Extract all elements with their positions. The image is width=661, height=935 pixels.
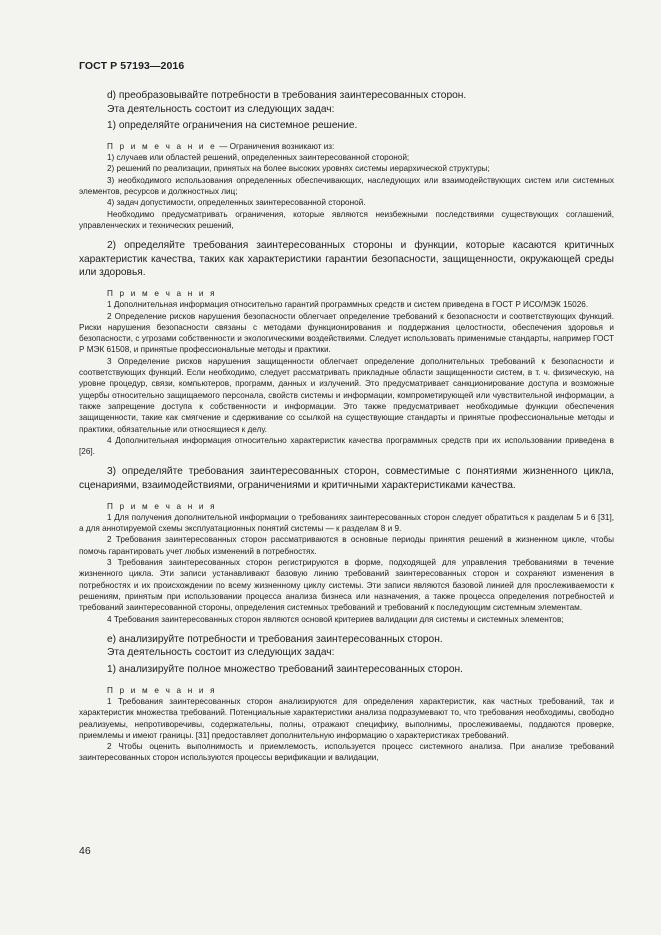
note-item: 4 Дополнительная информация относительно характеристик качества программных средств при их использовании приведена в [26].	[79, 435, 614, 457]
note-item: 1 Для получения дополнительной информации о требованиях заинтересованных сторон следует обратиться к разделам 5 и 6 [31], а для аннотируемой схемы эксплуатационных понятий системы — к разделам 8 и 9.	[79, 512, 614, 534]
note-title: П р и м е ч а н и е	[107, 141, 217, 151]
paragraph: 1) анализируйте полное множество требований заинтересованных сторон.	[107, 664, 463, 676]
notes-title: П р и м е ч а н и я	[107, 685, 217, 695]
paragraph: Эта деятельность состоит из следующих задач:	[107, 647, 335, 659]
note-item: 2 Чтобы оценить выполнимость и приемлемость, используется процесс системного анализа. При анализе требований заинтересованных сторон используются процессы верификации и валидации,	[79, 742, 614, 763]
note-item: 2 Определение рисков нарушения безопасности облегчает определение требований к безопасности и соответствующих функций. Риски нарушения безопасности связаны с методами функционирования и поддержания целостности, обеспечения здоровья и безопасности, с угрозами собственности и экологическими воздействиями. Следует использовать применимые стандарты, например ГОСТ Р МЭК 61508, и принятые профессиональные методы и практики.	[79, 311, 614, 355]
note-item: 1 Дополнительная информация относительно гарантий программных средств и систем приведена в ГОСТ Р ИСО/МЭК 15026.	[107, 300, 589, 310]
note-item: 3 Требования заинтересованных сторон регистрируются в форме, подходящей для управления требованиями в течение жизненного цикла. Эти записи устанавливают базовую линию требований заинтересованных сторон и сохраняют изменения в потребностях и их происхождении по всему жизненному циклу системы. Эти записи являются базовой линией для прослеживаемости к решениям, принятым при использовании процесса анализа бизнеса или назначения, а также процесса определения потребностей и требований заинтересованной стороны, определения системных требований и требований к последующим системным элементам.	[79, 558, 614, 613]
paragraph: Эта деятельность состоит из следующих задач:	[107, 103, 335, 115]
paragraph: d) преобразовывайте потребности в требования заинтересованных сторон.	[107, 90, 467, 101]
paragraph: e) анализируйте потребности и требования заинтересованных сторон.	[107, 633, 443, 645]
notes-title: П р и м е ч а н и я	[107, 501, 217, 511]
note-item: 2 Требования заинтересованных сторон рассматриваются в основные периоды принятия решений в жизненном цикле, чтобы помочь гарантировать учет любых изменений в потребностях.	[79, 535, 614, 556]
paragraph: 3) определяйте требования заинтересованных сторон, совместимые с понятиями жизненного цикла, сценариями, взаимодействиями, ограничениями и критичными характеристиками качества.	[79, 466, 614, 491]
paragraph: 2) определяйте требования заинтересованных стороны и функции, которые касаются критичных характеристик качества, таких как характеристики гарантии безопасности, защищенности, окружающей среды или здоровья.	[79, 240, 614, 279]
note-heading	[79, 141, 614, 152]
note-item: 4) задач допустимости, определенных заинтересованной стороной.	[107, 198, 366, 208]
note-item: 3) необходимого использования определенных обеспечивающих, наследующих или взаимодействующих систем или системных элементов, ресурсов и должностных лиц;	[79, 175, 614, 196]
page-number: 46	[79, 845, 91, 857]
paragraph: 1) определяйте ограничения на системное решение.	[107, 120, 358, 132]
note-item: 4 Требования заинтересованных сторон являются основой критериев валидации для системы и системных элементов;	[107, 614, 564, 624]
document-header: ГОСТ Р 57193—2016	[79, 60, 185, 72]
note-item: 2) решений по реализации, принятых на более высоких уровнях системы иерархической структуры;	[107, 164, 490, 174]
note-item: 3 Определение рисков нарушения защищенности облегчает определение дополнительных требований к безопасности и соответствующих функций. Если необходимо, следует рассматривать прикладные области защищенности систем, в т. ч. физическую, на уровне процедур, связи, компьютеров, программ, данных и излучений. Это предусматривает санкционирование доступа и возможные ущербы относительно защищаемого персонала, свойств системы и информации, компрометирующей или чувствительной информации, а также запрещение доступа к собственности и информации. Это также предусматривает необходимые функции обеспечения защищенности, такие как смягчение и сдерживание со ссылкой на существующие стандарты и принятые профессиональные методы и практики, обязательные или относящиеся к делу.	[79, 356, 614, 434]
note-item: 1 Требования заинтересованных сторон анализируются для определения характеристик, как частных требований, так и характеристик множества требований. Потенциальные характеристики анализа подразумевают то, что требования необходимы, свободно реализуемы, непротиворечивы, содержательны, полны, отражают специфику, выполнимы, прослеживаемы, поддаются проверке, приемлемы и имеют границы. [31] предоставляет дополнительную информацию о характеристиках требований.	[79, 696, 614, 740]
note-intro: — Ограничения возникают из:	[216, 141, 335, 151]
document-body	[79, 89, 614, 764]
note-item: Необходимо предусматривать ограничения, которые являются неизбежными последствиями существующих соглашений, управленческих и технических решений,	[79, 209, 614, 230]
notes-title: П р и м е ч а н и я	[107, 288, 217, 298]
note-item: 1) случаев или областей решений, определенных заинтересованной стороной;	[107, 153, 410, 163]
